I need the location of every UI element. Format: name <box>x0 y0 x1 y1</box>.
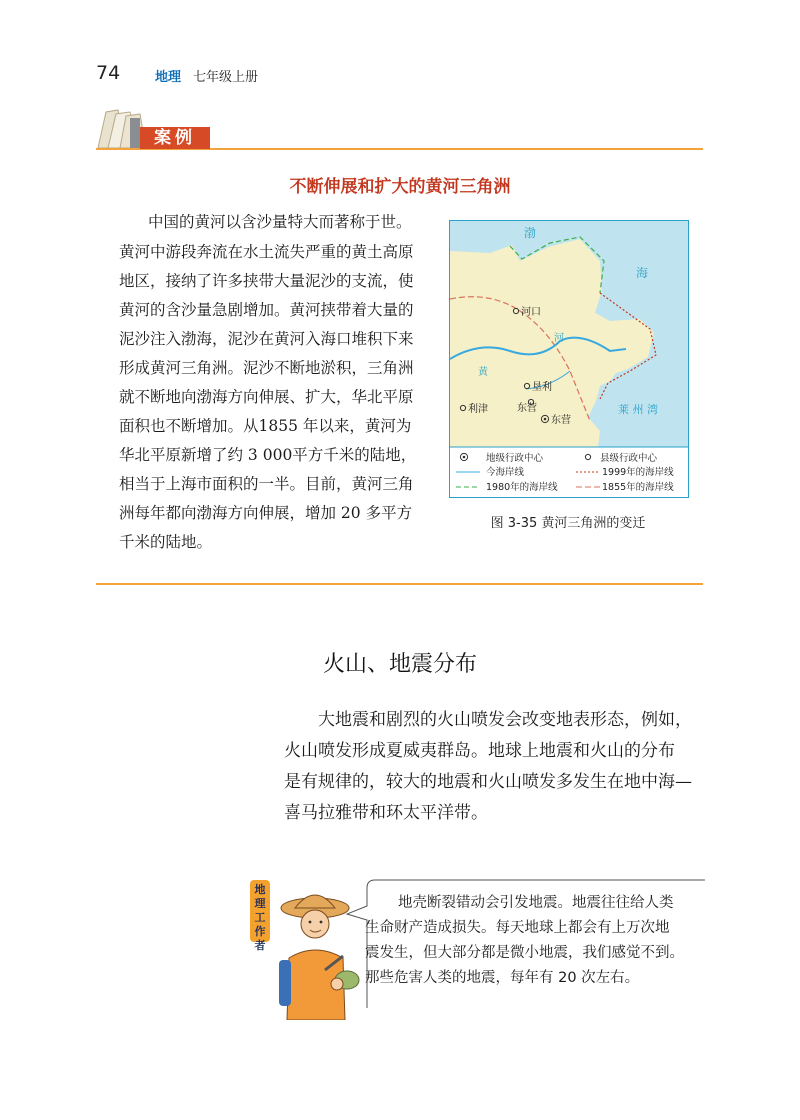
legend-county: 县级行政中心 <box>600 453 658 464</box>
city-label: 东营 <box>551 415 571 426</box>
case-line: 面积也不断增加。从1855 年以来，黄河为 <box>119 417 412 435</box>
speech-line: 震发生，但大部分都是微小地震，我们感觉不到。 <box>365 945 684 961</box>
body-line: 是有规律的，较大的地震和火山喷发多发生在地中海— <box>284 772 692 792</box>
case-line: 就不断地向渤海方向伸展、扩大，华北平原 <box>119 388 414 406</box>
case-line: 黄河的含沙量急剧增加。黄河挟带着大量的 <box>119 301 414 319</box>
speech-line: 那些危害人类的地震，每年有 20 次左右。 <box>365 970 640 986</box>
book-volume: 七年级上册 <box>193 70 259 85</box>
book-subject: 地理 <box>155 70 182 85</box>
case-line: 华北平原新增了约 3 000平方千米的陆地， <box>119 446 417 464</box>
yellow-river-delta-map <box>449 220 689 498</box>
case-line: 洲每年都向渤海方向伸展，增加 20 多平方 <box>119 504 413 522</box>
city-label: 东营 <box>517 403 537 414</box>
speech-line: 生命财产造成损失。每天地球上都会有上万次地 <box>365 920 670 936</box>
map-sea-char-1: 渤 <box>524 226 537 240</box>
case-bottom-rule <box>96 583 703 585</box>
map-river-label-2: 河 <box>554 333 564 344</box>
body-line: 大地震和剧烈的火山喷发会改变地表形态，例如， <box>318 710 692 730</box>
case-line: 中国的黄河以含沙量特大而著称于世。 <box>148 213 412 231</box>
figure-caption: 图 3-35 黄河三角洲的变迁 <box>490 516 646 531</box>
legend-current-coast: 今海岸线 <box>486 467 525 478</box>
geographer-label: 地理工作者 <box>250 880 270 942</box>
city-label: 利津 <box>468 404 488 415</box>
case-line: 黄河中游段奔流在水土流失严重的黄土高原 <box>119 243 414 261</box>
legend-coast-1980: 1980年的海岸线 <box>486 482 558 493</box>
case-label: 案例 <box>140 127 210 149</box>
case-line: 地区，接纳了许多挟带大量泥沙的支流，使 <box>119 272 414 290</box>
legend-coast-1999: 1999年的海岸线 <box>602 467 674 478</box>
case-line: 相当于上海市面积的一半。目前，黄河三角 <box>119 475 414 493</box>
legend-prefecture: 地级行政中心 <box>486 453 544 464</box>
map-bay-label: 莱 州 湾 <box>618 403 658 416</box>
legend-coast-1855: 1855年的海岸线 <box>602 482 674 493</box>
case-line: 千米的陆地。 <box>119 533 213 551</box>
case-line: 形成黄河三角洲。泥沙不断地淤积，三角洲 <box>119 359 414 377</box>
body-line: 喜马拉雅带和环太平洋带。 <box>284 803 488 823</box>
case-title: 不断伸展和扩大的黄河三角洲 <box>289 177 511 197</box>
map-sea-char-2: 海 <box>636 266 649 280</box>
case-line: 泥沙注入渤海，泥沙在黄河入海口堆积下来 <box>119 330 414 348</box>
speech-line: 地壳断裂错动会引发地震。地震往往给人类 <box>398 895 674 911</box>
city-label: 河口 <box>521 307 541 318</box>
city-label: 垦利 <box>532 382 552 393</box>
map-river-label-1: 黄 <box>478 367 488 378</box>
body-line: 火山喷发形成夏威夷群岛。地球上地震和火山的分布 <box>284 741 675 761</box>
page-number: 74 <box>96 62 121 84</box>
section-title: 火山、地震分布 <box>322 652 477 677</box>
